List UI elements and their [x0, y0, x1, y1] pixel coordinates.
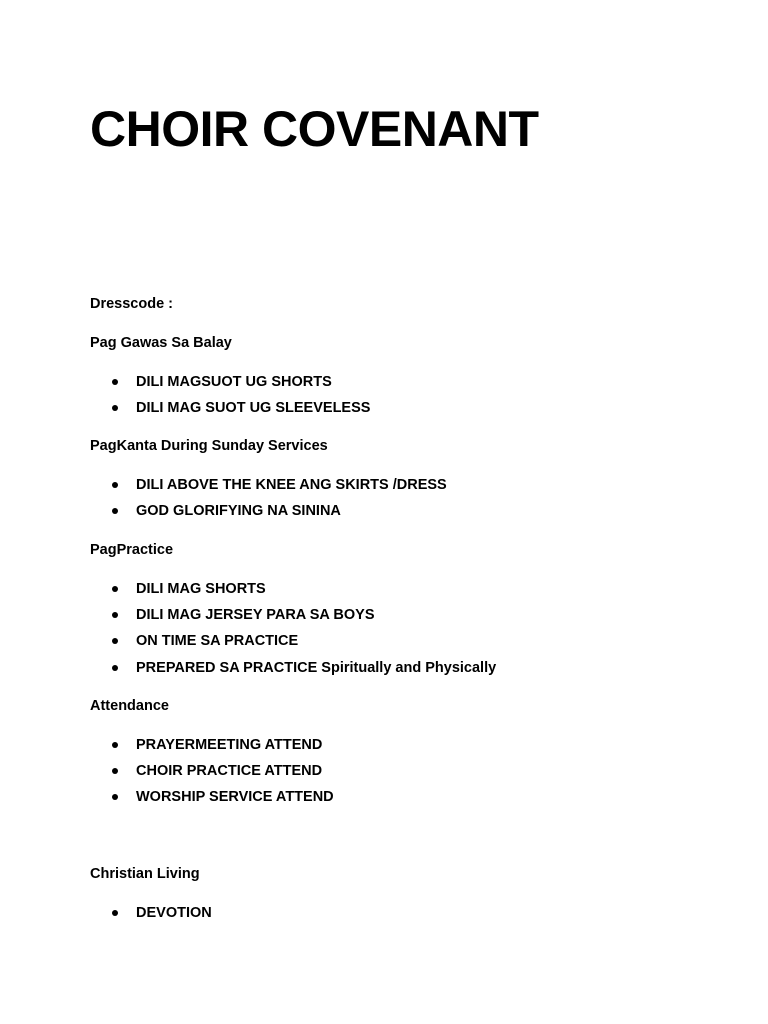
bullet-icon: [112, 508, 118, 514]
bullet-icon: [112, 482, 118, 488]
list-item: [112, 579, 266, 599]
bullet-icon: [112, 742, 118, 748]
bullet-icon: [112, 794, 118, 800]
list-item-text: ON TIME SA PRACTICE: [136, 633, 299, 649]
section-label-attendance: Attendance: [90, 698, 169, 714]
list-item-text: PRAYERMEETING ATTEND: [136, 737, 323, 753]
list-item-text: DILI MAG JERSEY PARA SA BOYS: [136, 607, 375, 623]
list-item: [112, 903, 212, 923]
list-item: [112, 735, 322, 755]
list-item: [112, 605, 375, 625]
bullet-icon: [112, 586, 118, 592]
list-item-text: PREPARED SA PRACTICE Spiritually and Physically: [136, 660, 497, 676]
list-item: [112, 761, 322, 781]
bullet-icon: [112, 612, 118, 618]
list-item: [112, 787, 334, 807]
section-label-pag-gawas: Pag Gawas Sa Balay: [90, 335, 232, 351]
list-item: [112, 475, 447, 495]
list-item: [112, 658, 496, 678]
section-label-christian-living: Christian Living: [90, 866, 200, 882]
section-label-pagkanta: PagKanta During Sunday Services: [90, 438, 328, 454]
list-item-text: DILI ABOVE THE KNEE ANG SKIRTS /DRESS: [136, 477, 447, 493]
list-item-text: DILI MAG SUOT UG SLEEVELESS: [136, 400, 371, 416]
list-item: [112, 372, 332, 392]
bullet-icon: [112, 910, 118, 916]
document-title: CHOIR COVENANT: [90, 101, 539, 157]
bullet-icon: [112, 405, 118, 411]
bullet-icon: [112, 638, 118, 644]
section-label-pagpractice: PagPractice: [90, 542, 174, 558]
list-item-text: CHOIR PRACTICE ATTEND: [136, 763, 323, 779]
bullet-icon: [112, 768, 118, 774]
list-item: [112, 398, 370, 418]
list-item-text: DEVOTION: [136, 905, 212, 921]
list-item: [112, 501, 341, 521]
list-item-text: DILI MAG SHORTS: [136, 581, 266, 597]
list-item-text: WORSHIP SERVICE ATTEND: [136, 789, 334, 805]
list-item: [112, 631, 298, 651]
list-item-text: GOD GLORIFYING NA SININA: [136, 503, 341, 519]
dresscode-heading: Dresscode :: [90, 296, 174, 312]
list-item-text: DILI MAGSUOT UG SHORTS: [136, 374, 332, 390]
bullet-icon: [112, 665, 118, 671]
bullet-icon: [112, 379, 118, 385]
